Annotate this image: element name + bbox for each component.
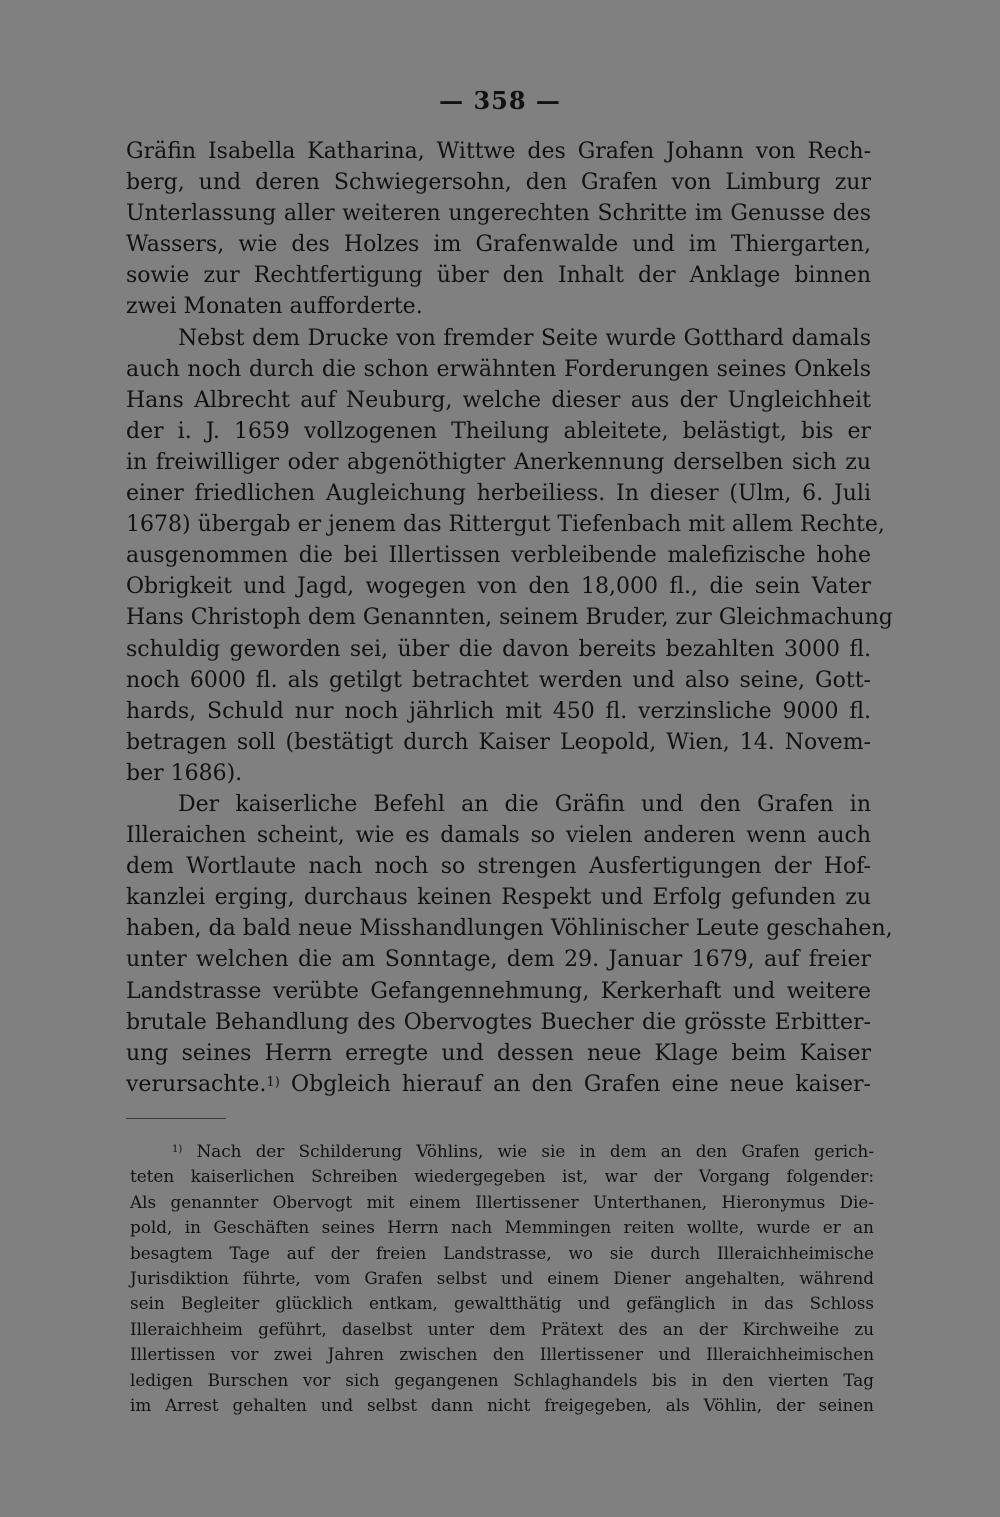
text-line: Landstrasse verübte Gefangennehmung, Kerkerhaft und weitere xyxy=(126,978,871,1004)
footnote-line xyxy=(130,1139,874,1164)
text-line: 1678) übergab er jenem das Rittergut Tiefenbach mit allem Rechte, xyxy=(126,512,885,538)
text-line: Gräfin Isabella Katharina, Wittwe des Grafen Johann von Rech- xyxy=(126,139,871,164)
text-line: berg, und deren Schwiegersohn, den Grafen von Limburg zur xyxy=(126,170,871,196)
text-line: hards, Schuld nur noch jährlich mit 450 fl. verzinsliche 9000 fl. xyxy=(126,698,871,724)
text-line: haben, da bald neue Misshandlungen Vöhlinischer Leute geschahen, xyxy=(126,916,893,942)
footnote-line: pold, in Geschäften seines Herrn nach Memmingen reiten wollte, wurde er an xyxy=(130,1217,874,1238)
text-line: schuldig geworden sei, über die davon bereits bezahlten 3000 fl. xyxy=(126,636,871,662)
text-line: unter welchen die am Sonntage, dem 29. Januar 1679, auf freier xyxy=(126,947,871,973)
text-line: betragen soll (bestätigt durch Kaiser Leopold, Wien, 14. Novem- xyxy=(126,729,871,755)
text-line: zwei Monaten aufforderte. xyxy=(126,294,423,320)
footnote-text: Nach der Schilderung Vöhlins, wie sie in dem an den Grafen gerich- xyxy=(196,1141,874,1161)
page-number: — 358 — xyxy=(439,86,561,115)
text-line: einer friedlichen Augleichung herbeiliess. In dieser (Ulm, 6. Juli xyxy=(126,481,871,507)
text-line: Wassers, wie des Holzes im Grafenwalde und im Thiergarten, xyxy=(126,232,871,258)
text-line: Der kaiserliche Befehl an die Gräfin und den Grafen in xyxy=(178,791,871,817)
footnote-line: Illertissen vor zwei Jahren zwischen den Illertissener und Illeraichheimischen xyxy=(130,1344,874,1365)
main-text xyxy=(126,136,893,1100)
footnote xyxy=(130,1139,874,1418)
footnote-reference: 1) xyxy=(266,1074,280,1090)
footnote-marker: 1) xyxy=(172,1144,183,1155)
footnote-line: Als genannter Obervogt mit einem Illertissener Unterthanen, Hieronymus Die- xyxy=(130,1191,874,1212)
text-line: dem Wortlaute nach noch so strengen Ausfertigungen der Hof- xyxy=(126,854,871,880)
text-line: brutale Behandlung des Obervogtes Buecher die grösste Erbitter- xyxy=(126,1009,871,1035)
footnote-line: im Arrest gehalten und selbst dann nicht freigegeben, als Vöhlin, der seinen xyxy=(130,1394,874,1415)
text-line: Hans Christoph dem Genannten, seinem Bruder, zur Gleichmachung xyxy=(126,605,893,631)
text-line: sowie zur Rechtfertigung über den Inhalt der Anklage binnen xyxy=(126,263,871,289)
text-line: Nebst dem Drucke von fremder Seite wurde Gotthard damals xyxy=(178,325,871,351)
text-line: Hans Albrecht auf Neuburg, welche dieser aus der Ungleichheit xyxy=(126,387,871,413)
text-line: ber 1686). xyxy=(126,760,243,786)
footnote-line: Jurisdiktion führte, vom Grafen selbst und einem Diener angehalten, während xyxy=(130,1267,874,1288)
text-line: Illeraichen scheint, wie es damals so vielen anderen wenn auch xyxy=(126,823,871,849)
text-line: in freiwilliger oder abgenöthigter Anerkennung derselben sich zu xyxy=(126,449,871,475)
text-line: Obrigkeit und Jagd, wogegen von den 18,000 fl., die sein Vater xyxy=(126,574,871,600)
text-line xyxy=(126,1069,871,1100)
text-segment: Obgleich hierauf an den Grafen eine neue kaiser- xyxy=(291,1071,871,1097)
footnote-line: sein Begleiter glücklich entkam, gewaltthätig und gefänglich in das Schloss xyxy=(130,1293,874,1314)
footnote-line: ledigen Burschen vor sich gegangenen Schlaghandels bis in den vierten Tag xyxy=(130,1369,874,1390)
footnote-line: besagtem Tage auf der freien Landstrasse, wo sie durch Illeraichheimische xyxy=(130,1242,874,1263)
text-line: ung seines Herrn erregte und dessen neue Klage beim Kaiser xyxy=(126,1040,871,1066)
footnote-line: Illeraichheim geführt, daselbst unter dem Prätext des an der Kirchweihe zu xyxy=(130,1318,874,1339)
text-segment: verursachte. xyxy=(126,1071,267,1097)
text-line: auch noch durch die schon erwähnten Forderungen seines Onkels xyxy=(126,356,871,382)
footnote-line: teten kaiserlichen Schreiben wiedergegeben ist, war der Vorgang folgender: xyxy=(130,1166,874,1187)
text-line: ausgenommen die bei Illertissen verbleibende malefizische hohe xyxy=(126,543,871,569)
text-line: der i. J. 1659 vollzogenen Theilung ableitete, belästigt, bis er xyxy=(126,418,871,444)
text-line: Unterlassung aller weiteren ungerechten Schritte im Genusse des xyxy=(126,201,871,227)
footnote-divider xyxy=(126,1118,226,1119)
text-line: kanzlei erging, durchaus keinen Respekt und Erfolg gefunden zu xyxy=(126,885,871,911)
text-line: noch 6000 fl. als getilgt betrachtet werden und also seine, Gott- xyxy=(126,667,871,693)
